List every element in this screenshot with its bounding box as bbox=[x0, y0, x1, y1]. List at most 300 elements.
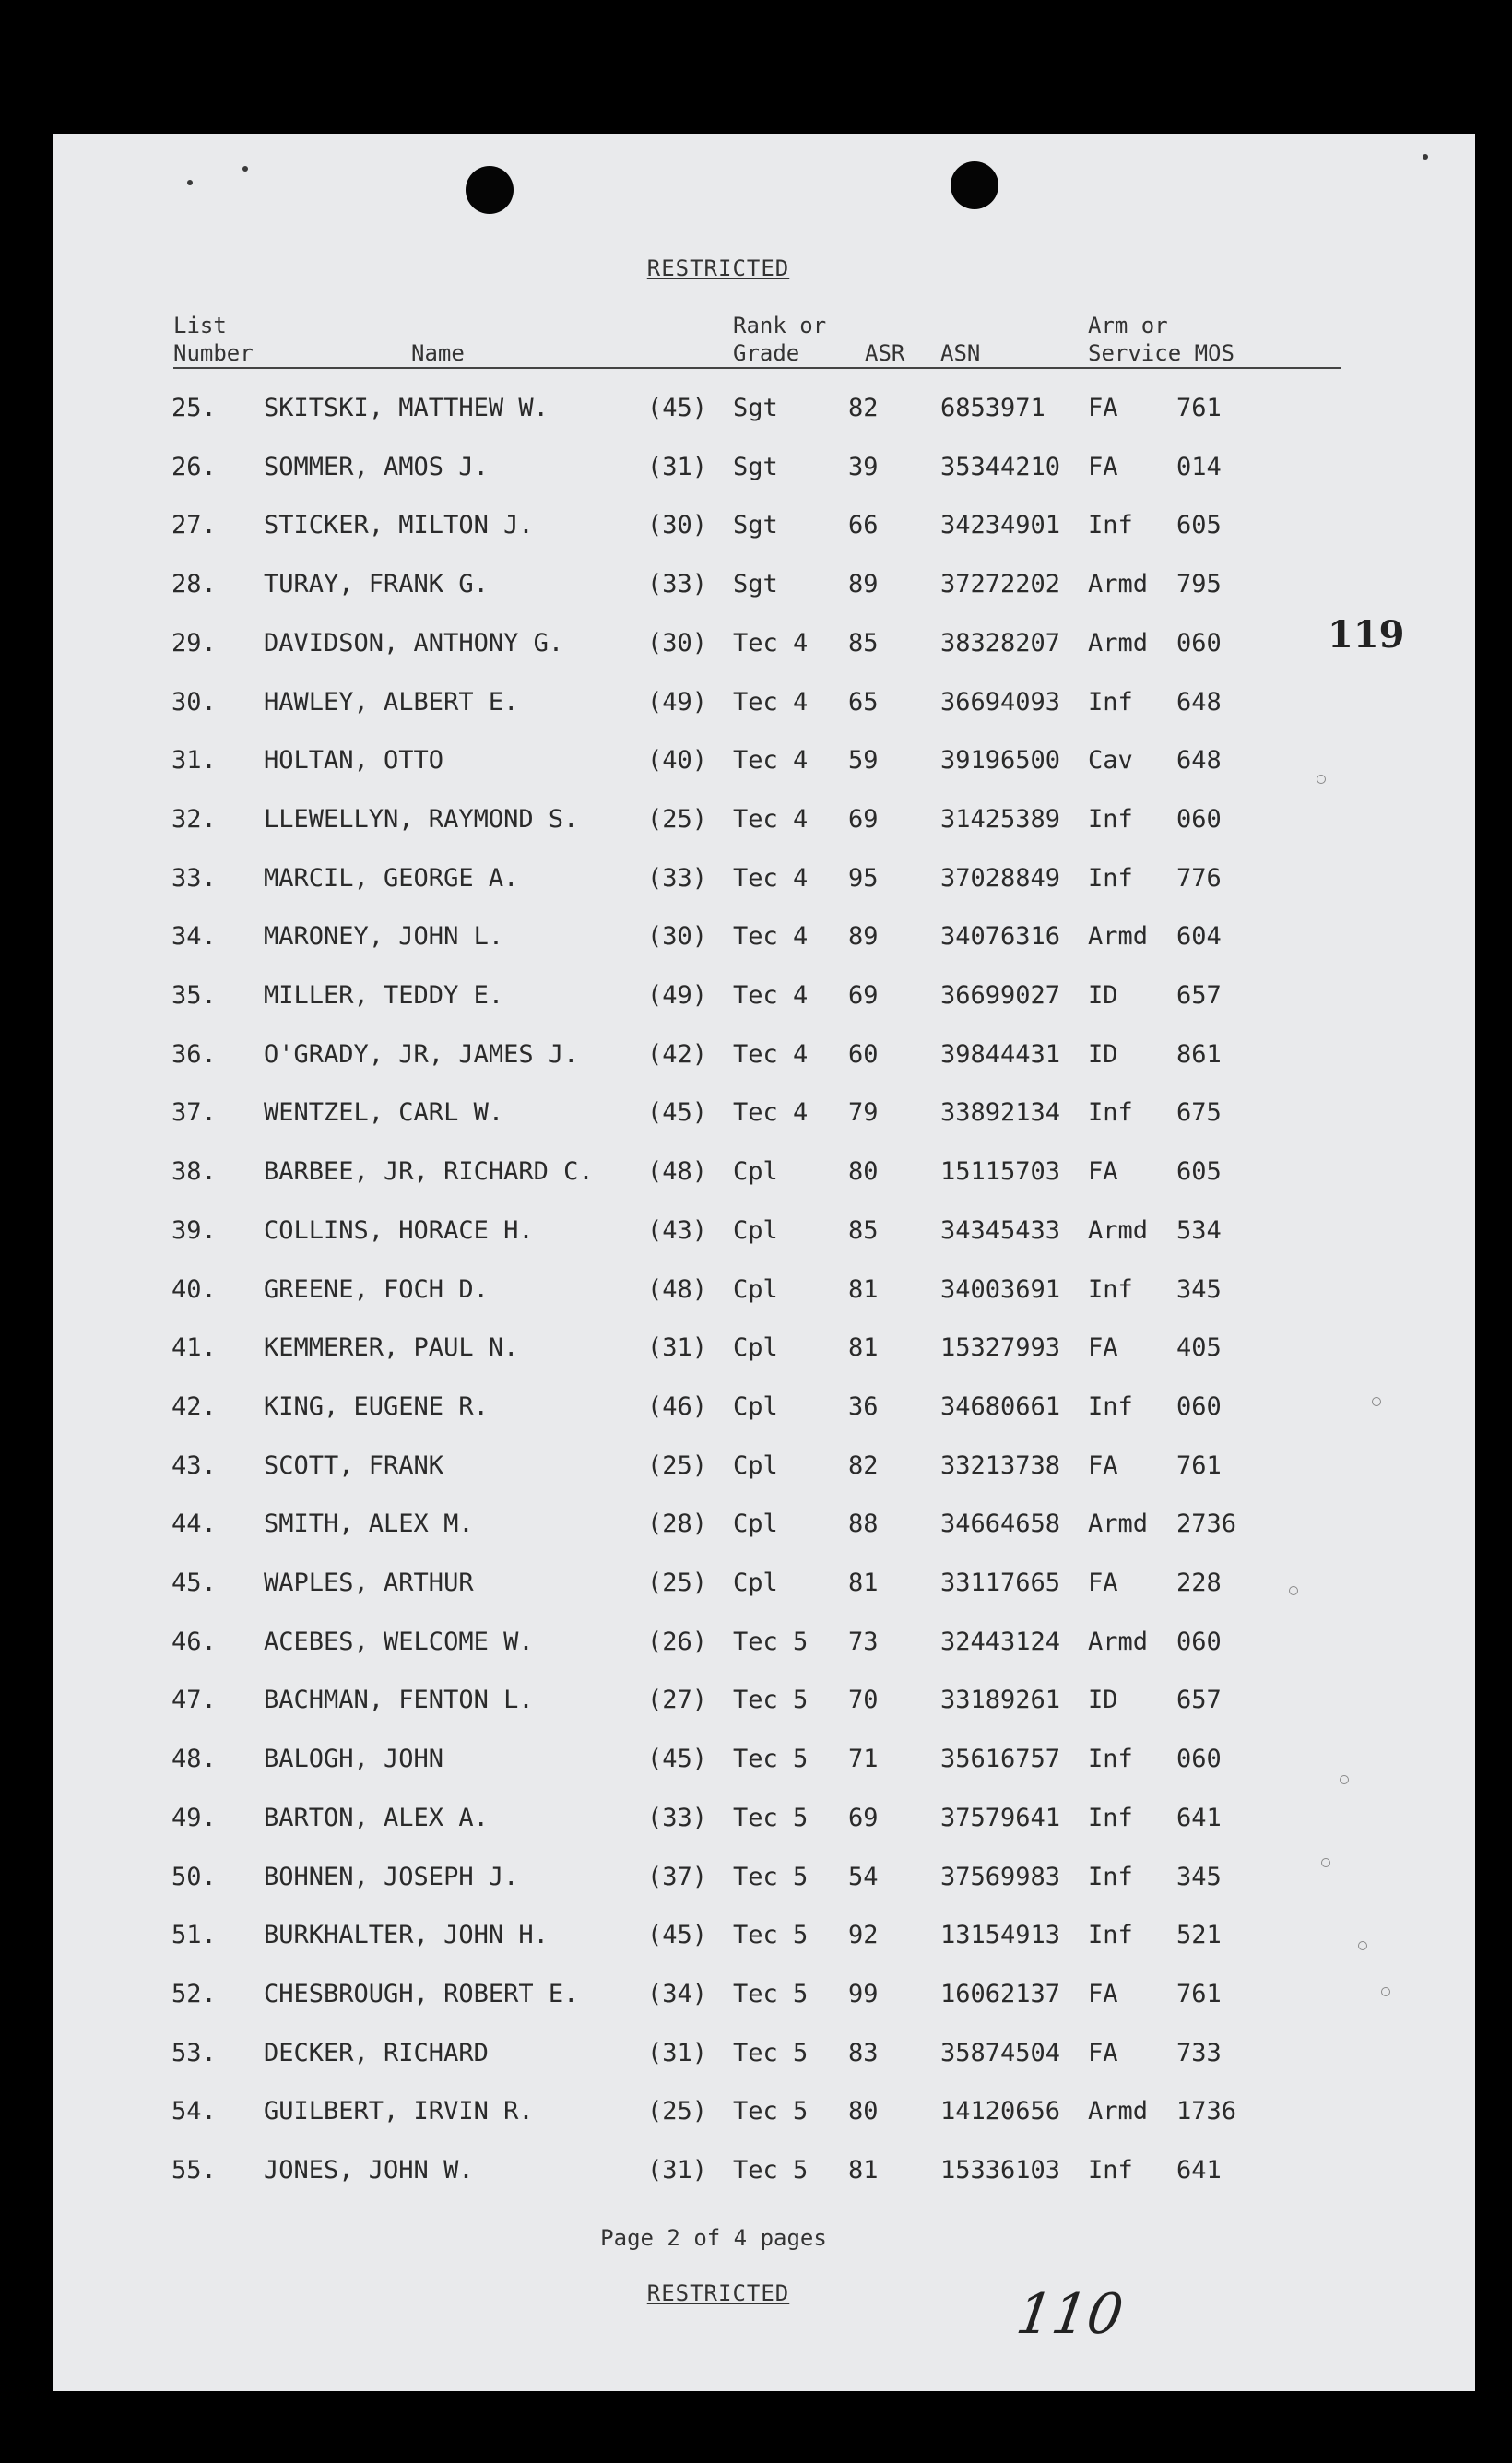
cell-arm: Inf bbox=[1088, 1745, 1133, 1774]
column-label: Name bbox=[411, 340, 465, 366]
cell-grade: Tec 5 bbox=[733, 1745, 809, 1774]
table-row bbox=[53, 1804, 1475, 1841]
punch-hole-left bbox=[466, 166, 514, 214]
cell-grade: Tec 4 bbox=[733, 981, 809, 1010]
cell-age: (33) bbox=[647, 570, 708, 599]
column-label: List bbox=[173, 313, 227, 338]
cell-arm: FA bbox=[1088, 1333, 1118, 1363]
cell-name: O'GRADY, JR, JAMES J. bbox=[264, 1039, 579, 1069]
cell-mos: 060 bbox=[1176, 1391, 1222, 1421]
cell-grade: Tec 4 bbox=[733, 863, 809, 893]
cell-age: (25) bbox=[647, 1451, 708, 1480]
cell-age: (42) bbox=[647, 1039, 708, 1069]
cell-mos: 1736 bbox=[1176, 2097, 1237, 2126]
cell-asn: 15327993 bbox=[940, 1333, 1061, 1363]
cell-age: (25) bbox=[647, 1569, 708, 1597]
cell-grade: Sgt bbox=[733, 570, 778, 599]
cell-num: 32. bbox=[171, 804, 217, 834]
cell-num: 27. bbox=[171, 511, 217, 540]
speck bbox=[187, 180, 193, 185]
cell-arm: Armd bbox=[1088, 628, 1149, 657]
table-row bbox=[53, 805, 1475, 842]
column-label: ASR bbox=[865, 340, 905, 366]
cell-asr: 85 bbox=[848, 628, 879, 657]
cell-mos: 648 bbox=[1176, 687, 1222, 716]
cell-name: BALOGH, JOHN bbox=[264, 1745, 444, 1774]
cell-name: BURKHALTER, JOHN H. bbox=[264, 1921, 549, 1950]
cell-age: (27) bbox=[647, 1686, 708, 1715]
cell-age: (34) bbox=[647, 1979, 708, 2008]
cell-name: TURAY, FRANK G. bbox=[264, 570, 489, 599]
cell-grade: Cpl bbox=[733, 1215, 778, 1245]
cell-arm: FA bbox=[1088, 394, 1118, 422]
cell-num: 50. bbox=[171, 1862, 217, 1891]
cell-arm: Armd bbox=[1088, 1627, 1149, 1656]
cell-num: 38. bbox=[171, 1157, 217, 1187]
table-row bbox=[53, 570, 1475, 607]
column-name bbox=[411, 339, 465, 367]
cell-asn: 33189261 bbox=[940, 1686, 1061, 1715]
cell-asn: 37028849 bbox=[940, 863, 1061, 893]
cell-name: ACEBES, WELCOME W. bbox=[264, 1627, 534, 1656]
cell-arm: Inf bbox=[1088, 863, 1133, 893]
cell-num: 51. bbox=[171, 1921, 217, 1950]
page-footer: Page 2 of 4 pages bbox=[600, 2225, 827, 2251]
cell-grade: Cpl bbox=[733, 1157, 778, 1187]
cell-mos: 861 bbox=[1176, 1039, 1222, 1069]
cell-age: (33) bbox=[647, 1803, 708, 1832]
cell-age: (25) bbox=[647, 804, 708, 834]
cell-asn: 35344210 bbox=[940, 452, 1061, 481]
cell-grade: Cpl bbox=[733, 1569, 778, 1597]
cell-arm: FA bbox=[1088, 1157, 1118, 1187]
table-row bbox=[53, 1275, 1475, 1312]
cell-name: KEMMERER, PAUL N. bbox=[264, 1333, 519, 1363]
cell-asn: 37579641 bbox=[940, 1803, 1061, 1832]
table-row bbox=[53, 1098, 1475, 1135]
cell-age: (31) bbox=[647, 2156, 708, 2185]
cell-mos: 675 bbox=[1176, 1098, 1222, 1128]
table-row bbox=[53, 864, 1475, 901]
column-label: Number bbox=[173, 340, 254, 366]
cell-age: (45) bbox=[647, 1098, 708, 1128]
cell-asn: 39844431 bbox=[940, 1039, 1061, 1069]
restricted-header: RESTRICTED bbox=[646, 255, 790, 281]
cell-mos: 605 bbox=[1176, 511, 1222, 540]
cell-asn: 34234901 bbox=[940, 511, 1061, 540]
cell-arm: Inf bbox=[1088, 1862, 1133, 1891]
table-row bbox=[53, 1451, 1475, 1488]
cell-grade: Tec 4 bbox=[733, 746, 809, 776]
cell-arm: Cav bbox=[1088, 746, 1133, 776]
cell-num: 39. bbox=[171, 1215, 217, 1245]
table-row bbox=[53, 1569, 1475, 1605]
cell-mos: 761 bbox=[1176, 394, 1222, 422]
column-label: Arm or bbox=[1088, 313, 1168, 338]
cell-name: MARCIL, GEORGE A. bbox=[264, 863, 519, 893]
cell-age: (48) bbox=[647, 1157, 708, 1187]
cell-asn: 15115703 bbox=[940, 1157, 1061, 1187]
cell-asn: 38328207 bbox=[940, 628, 1061, 657]
cell-num: 54. bbox=[171, 2097, 217, 2126]
cell-grade: Cpl bbox=[733, 1510, 778, 1539]
cell-asn: 32443124 bbox=[940, 1627, 1061, 1656]
column-grade bbox=[733, 312, 826, 367]
cell-age: (30) bbox=[647, 922, 708, 952]
cell-asn: 16062137 bbox=[940, 1979, 1061, 2008]
cell-num: 40. bbox=[171, 1274, 217, 1304]
cell-asn: 34680661 bbox=[940, 1391, 1061, 1421]
cell-arm: Inf bbox=[1088, 1803, 1133, 1832]
column-label: Service MOS bbox=[1088, 340, 1234, 366]
cell-asr: 81 bbox=[848, 1274, 879, 1304]
cell-name: BARTON, ALEX A. bbox=[264, 1803, 489, 1832]
cell-age: (49) bbox=[647, 981, 708, 1010]
cell-asn: 35616757 bbox=[940, 1745, 1061, 1774]
cell-asr: 81 bbox=[848, 2156, 879, 2185]
cell-asr: 89 bbox=[848, 570, 879, 599]
table-row bbox=[53, 1040, 1475, 1077]
cell-mos: 657 bbox=[1176, 981, 1222, 1010]
column-arm-mos bbox=[1088, 312, 1234, 367]
cell-asr: 66 bbox=[848, 511, 879, 540]
cell-mos: 060 bbox=[1176, 804, 1222, 834]
cell-name: SCOTT, FRANK bbox=[264, 1451, 444, 1480]
cell-arm: Inf bbox=[1088, 1391, 1133, 1421]
cell-name: BOHNEN, JOSEPH J. bbox=[264, 1862, 519, 1891]
cell-grade: Sgt bbox=[733, 452, 778, 481]
cell-asr: 81 bbox=[848, 1569, 879, 1597]
cell-arm: FA bbox=[1088, 1979, 1118, 2008]
cell-grade: Tec 4 bbox=[733, 687, 809, 716]
cell-asr: 71 bbox=[848, 1745, 879, 1774]
cell-grade: Tec 5 bbox=[733, 1627, 809, 1656]
cell-grade: Cpl bbox=[733, 1274, 778, 1304]
cell-name: SKITSKI, MATTHEW W. bbox=[264, 394, 549, 422]
cell-name: STICKER, MILTON J. bbox=[264, 511, 534, 540]
cell-age: (26) bbox=[647, 1627, 708, 1656]
cell-asn: 36699027 bbox=[940, 981, 1061, 1010]
cell-asn: 31425389 bbox=[940, 804, 1061, 834]
cell-asr: 73 bbox=[848, 1627, 879, 1656]
cell-mos: 228 bbox=[1176, 1569, 1222, 1597]
cell-asn: 34664658 bbox=[940, 1510, 1061, 1539]
cell-mos: 604 bbox=[1176, 922, 1222, 952]
cell-asn: 15336103 bbox=[940, 2156, 1061, 2185]
table-row bbox=[53, 1745, 1475, 1782]
cell-asr: 65 bbox=[848, 687, 879, 716]
cell-age: (45) bbox=[647, 1921, 708, 1950]
cell-asn: 34345433 bbox=[940, 1215, 1061, 1245]
table-row bbox=[53, 1333, 1475, 1370]
cell-name: DECKER, RICHARD bbox=[264, 2038, 489, 2067]
cell-age: (30) bbox=[647, 511, 708, 540]
table-row bbox=[53, 1921, 1475, 1958]
cell-mos: 2736 bbox=[1176, 1510, 1237, 1539]
cell-age: (45) bbox=[647, 394, 708, 422]
cell-num: 53. bbox=[171, 2038, 217, 2067]
cell-name: MARONEY, JOHN L. bbox=[264, 922, 504, 952]
cell-asr: 81 bbox=[848, 1333, 879, 1363]
cell-age: (28) bbox=[647, 1510, 708, 1539]
cell-mos: 345 bbox=[1176, 1274, 1222, 1304]
cell-mos: 060 bbox=[1176, 1745, 1222, 1774]
cell-arm: Inf bbox=[1088, 511, 1133, 540]
table-row bbox=[53, 1392, 1475, 1429]
cell-asr: 80 bbox=[848, 2097, 879, 2126]
speck bbox=[1423, 154, 1428, 160]
cell-num: 42. bbox=[171, 1391, 217, 1421]
cell-mos: 795 bbox=[1176, 570, 1222, 599]
cell-grade: Tec 5 bbox=[733, 1979, 809, 2008]
cell-name: MILLER, TEDDY E. bbox=[264, 981, 504, 1010]
cell-grade: Tec 4 bbox=[733, 804, 809, 834]
cell-num: 47. bbox=[171, 1686, 217, 1715]
cell-num: 43. bbox=[171, 1451, 217, 1480]
cell-num: 46. bbox=[171, 1627, 217, 1656]
cell-age: (40) bbox=[647, 746, 708, 776]
cell-arm: ID bbox=[1088, 1039, 1118, 1069]
cell-age: (31) bbox=[647, 1333, 708, 1363]
document-page bbox=[53, 134, 1475, 2391]
cell-arm: FA bbox=[1088, 2038, 1118, 2067]
cell-mos: 776 bbox=[1176, 863, 1222, 893]
cell-asn: 34003691 bbox=[940, 1274, 1061, 1304]
cell-age: (25) bbox=[647, 2097, 708, 2126]
cell-arm: ID bbox=[1088, 981, 1118, 1010]
table-row bbox=[53, 688, 1475, 725]
cell-arm: Inf bbox=[1088, 2156, 1133, 2185]
cell-mos: 641 bbox=[1176, 1803, 1222, 1832]
table-row bbox=[53, 1216, 1475, 1253]
cell-asn: 6853971 bbox=[940, 394, 1045, 422]
cell-asr: 95 bbox=[848, 863, 879, 893]
cell-asn: 33213738 bbox=[940, 1451, 1061, 1480]
cell-asn: 39196500 bbox=[940, 746, 1061, 776]
table-row bbox=[53, 1628, 1475, 1664]
cell-name: BARBEE, JR, RICHARD C. bbox=[264, 1157, 594, 1187]
header-rule bbox=[173, 367, 1341, 369]
cell-asn: 33117665 bbox=[940, 1569, 1061, 1597]
cell-asr: 59 bbox=[848, 746, 879, 776]
cell-arm: Armd bbox=[1088, 922, 1149, 952]
cell-grade: Tec 5 bbox=[733, 1686, 809, 1715]
speck bbox=[242, 166, 248, 172]
cell-name: KING, EUGENE R. bbox=[264, 1391, 489, 1421]
table-row bbox=[53, 2097, 1475, 2134]
cell-age: (30) bbox=[647, 628, 708, 657]
cell-grade: Tec 5 bbox=[733, 1862, 809, 1891]
restricted-footer: RESTRICTED bbox=[646, 2280, 790, 2306]
cell-asr: 89 bbox=[848, 922, 879, 952]
cell-arm: Inf bbox=[1088, 1921, 1133, 1950]
cell-asn: 34076316 bbox=[940, 922, 1061, 952]
cell-asr: 92 bbox=[848, 1921, 879, 1950]
cell-arm: FA bbox=[1088, 1569, 1118, 1597]
table-row bbox=[53, 1863, 1475, 1900]
cell-mos: 060 bbox=[1176, 1627, 1222, 1656]
cell-mos: 014 bbox=[1176, 452, 1222, 481]
cell-grade: Sgt bbox=[733, 394, 778, 422]
cell-name: LLEWELLYN, RAYMOND S. bbox=[264, 804, 579, 834]
margin-page-number: 119 bbox=[1328, 613, 1405, 657]
cell-age: (37) bbox=[647, 1862, 708, 1891]
cell-asn: 14120656 bbox=[940, 2097, 1061, 2126]
table-row bbox=[53, 629, 1475, 666]
cell-num: 52. bbox=[171, 1979, 217, 2008]
cell-mos: 641 bbox=[1176, 2156, 1222, 2185]
cell-asr: 60 bbox=[848, 1039, 879, 1069]
cell-grade: Tec 5 bbox=[733, 2156, 809, 2185]
cell-num: 41. bbox=[171, 1333, 217, 1363]
cell-grade: Tec 5 bbox=[733, 1921, 809, 1950]
cell-asr: 99 bbox=[848, 1979, 879, 2008]
cell-mos: 657 bbox=[1176, 1686, 1222, 1715]
cell-asr: 83 bbox=[848, 2038, 879, 2067]
cell-age: (49) bbox=[647, 687, 708, 716]
cell-asr: 80 bbox=[848, 1157, 879, 1187]
cell-asn: 35874504 bbox=[940, 2038, 1061, 2067]
cell-arm: Armd bbox=[1088, 1215, 1149, 1245]
cell-mos: 405 bbox=[1176, 1333, 1222, 1363]
table-row bbox=[53, 981, 1475, 1018]
cell-name: GUILBERT, IRVIN R. bbox=[264, 2097, 534, 2126]
cell-num: 34. bbox=[171, 922, 217, 952]
cell-name: HAWLEY, ALBERT E. bbox=[264, 687, 519, 716]
table-row bbox=[53, 394, 1475, 431]
cell-asn: 33892134 bbox=[940, 1098, 1061, 1128]
cell-asn: 13154913 bbox=[940, 1921, 1061, 1950]
cell-grade: Tec 5 bbox=[733, 2097, 809, 2126]
table-row bbox=[53, 2039, 1475, 2076]
cell-age: (43) bbox=[647, 1215, 708, 1245]
cell-asr: 79 bbox=[848, 1098, 879, 1128]
cell-num: 25. bbox=[171, 394, 217, 422]
cell-asr: 70 bbox=[848, 1686, 879, 1715]
cell-mos: 761 bbox=[1176, 1979, 1222, 2008]
cell-arm: Armd bbox=[1088, 570, 1149, 599]
cell-arm: Inf bbox=[1088, 1098, 1133, 1128]
table-row bbox=[53, 1686, 1475, 1723]
cell-age: (46) bbox=[647, 1391, 708, 1421]
cell-name: JONES, JOHN W. bbox=[264, 2156, 474, 2185]
cell-grade: Sgt bbox=[733, 511, 778, 540]
table-row bbox=[53, 922, 1475, 959]
cell-name: SMITH, ALEX M. bbox=[264, 1510, 474, 1539]
cell-num: 30. bbox=[171, 687, 217, 716]
cell-asr: 36 bbox=[848, 1391, 879, 1421]
cell-asr: 82 bbox=[848, 394, 879, 422]
cell-name: DAVIDSON, ANTHONY G. bbox=[264, 628, 564, 657]
cell-asr: 69 bbox=[848, 804, 879, 834]
cell-grade: Tec 5 bbox=[733, 1803, 809, 1832]
column-asr bbox=[865, 339, 904, 367]
table-row bbox=[53, 1157, 1475, 1194]
cell-num: 36. bbox=[171, 1039, 217, 1069]
cell-num: 31. bbox=[171, 746, 217, 776]
cell-asn: 37272202 bbox=[940, 570, 1061, 599]
cell-grade: Tec 4 bbox=[733, 628, 809, 657]
cell-num: 33. bbox=[171, 863, 217, 893]
punch-hole-right bbox=[951, 161, 998, 209]
cell-num: 48. bbox=[171, 1745, 217, 1774]
cell-age: (31) bbox=[647, 452, 708, 481]
cell-num: 49. bbox=[171, 1803, 217, 1832]
cell-num: 37. bbox=[171, 1098, 217, 1128]
cell-name: WENTZEL, CARL W. bbox=[264, 1098, 504, 1128]
cell-asr: 39 bbox=[848, 452, 879, 481]
column-label: ASN bbox=[940, 340, 981, 366]
cell-arm: FA bbox=[1088, 1451, 1118, 1480]
cell-grade: Cpl bbox=[733, 1333, 778, 1363]
cell-age: (45) bbox=[647, 1745, 708, 1774]
cell-asr: 69 bbox=[848, 1803, 879, 1832]
cell-arm: FA bbox=[1088, 452, 1118, 481]
cell-arm: Inf bbox=[1088, 1274, 1133, 1304]
cell-name: GREENE, FOCH D. bbox=[264, 1274, 489, 1304]
table-row bbox=[53, 1980, 1475, 2017]
handwritten-number: 110 bbox=[1012, 2282, 1128, 2347]
cell-num: 29. bbox=[171, 628, 217, 657]
cell-grade: Tec 4 bbox=[733, 1098, 809, 1128]
cell-num: 28. bbox=[171, 570, 217, 599]
cell-num: 44. bbox=[171, 1510, 217, 1539]
cell-num: 26. bbox=[171, 452, 217, 481]
cell-name: BACHMAN, FENTON L. bbox=[264, 1686, 534, 1715]
cell-name: CHESBROUGH, ROBERT E. bbox=[264, 1979, 579, 2008]
cell-arm: Armd bbox=[1088, 1510, 1149, 1539]
column-label: Grade bbox=[733, 340, 800, 366]
cell-asr: 88 bbox=[848, 1510, 879, 1539]
cell-mos: 648 bbox=[1176, 746, 1222, 776]
cell-name: SOMMER, AMOS J. bbox=[264, 452, 489, 481]
column-asn bbox=[940, 339, 980, 367]
cell-asr: 85 bbox=[848, 1215, 879, 1245]
cell-num: 35. bbox=[171, 981, 217, 1010]
cell-arm: Inf bbox=[1088, 804, 1133, 834]
column-list-number bbox=[173, 312, 254, 367]
cell-mos: 060 bbox=[1176, 628, 1222, 657]
table-row bbox=[53, 511, 1475, 548]
cell-name: COLLINS, HORACE H. bbox=[264, 1215, 534, 1245]
cell-mos: 733 bbox=[1176, 2038, 1222, 2067]
cell-age: (31) bbox=[647, 2038, 708, 2067]
cell-mos: 605 bbox=[1176, 1157, 1222, 1187]
table-row bbox=[53, 746, 1475, 783]
cell-num: 55. bbox=[171, 2156, 217, 2185]
table-row bbox=[53, 453, 1475, 490]
cell-mos: 345 bbox=[1176, 1862, 1222, 1891]
cell-asn: 36694093 bbox=[940, 687, 1061, 716]
table-row bbox=[53, 2156, 1475, 2193]
cell-mos: 534 bbox=[1176, 1215, 1222, 1245]
cell-asr: 54 bbox=[848, 1862, 879, 1891]
cell-asr: 82 bbox=[848, 1451, 879, 1480]
cell-arm: Inf bbox=[1088, 687, 1133, 716]
cell-age: (33) bbox=[647, 863, 708, 893]
cell-arm: ID bbox=[1088, 1686, 1118, 1715]
cell-grade: Tec 4 bbox=[733, 1039, 809, 1069]
cell-grade: Cpl bbox=[733, 1391, 778, 1421]
column-label: Rank or bbox=[733, 313, 827, 338]
cell-asr: 69 bbox=[848, 981, 879, 1010]
cell-asn: 37569983 bbox=[940, 1862, 1061, 1891]
cell-name: WAPLES, ARTHUR bbox=[264, 1569, 474, 1597]
table-row bbox=[53, 1510, 1475, 1546]
cell-name: HOLTAN, OTTO bbox=[264, 746, 444, 776]
cell-grade: Cpl bbox=[733, 1451, 778, 1480]
cell-grade: Tec 4 bbox=[733, 922, 809, 952]
